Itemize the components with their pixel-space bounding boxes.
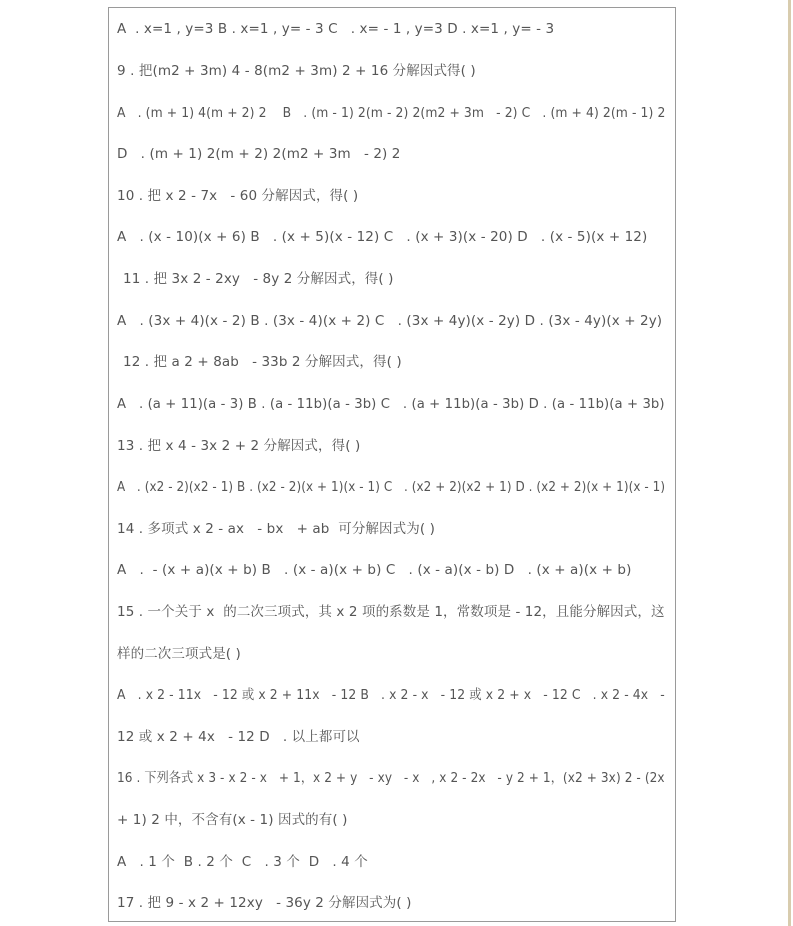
document-page (108, 7, 676, 922)
question-13-options: A . (x2 - 2)(x2 - 1) B . (x2 - 2)(x + 1)(x - 1) C . (x2 + 2)(x2 + 1) D . (x2 + 2)(x + 1)(x - 1) (117, 479, 666, 495)
question-12: 12 . 把 a 2 + 8ab - 33b 2 分解因式，得( ) (123, 354, 402, 370)
question-10-options: A . (x - 10)(x + 6) B . (x + 5)(x - 12) C . (x + 3)(x - 20) D . (x - 5)(x + 12) (117, 229, 648, 245)
question-11: 11 . 把 3x 2 - 2xy - 8y 2 分解因式，得( ) (123, 271, 394, 287)
question-15-options: A . x 2 - 11x - 12 或 x 2 + 11x - 12 B . x 2 - x - 12 或 x 2 + x - 12 C . x 2 - 4x - (117, 687, 665, 703)
text-line: A . x=1 , y=3 B . x=1 , y= - 3 C . x= - 1 , y=3 D . x=1 , y= - 3 (117, 21, 555, 37)
question-9-options-cont: D . (m + 1) 2(m + 2) 2(m2 + 3m - 2) 2 (117, 146, 401, 162)
question-16-cont: + 1) 2 中，不含有(x - 1) 因式的有( ) (117, 812, 348, 828)
question-14: 14 . 多项式 x 2 - ax - bx + ab 可分解因式为( ) (117, 521, 435, 537)
question-15-options-cont: 12 或 x 2 + 4x - 12 D . 以上都可以 (117, 729, 360, 745)
question-15-cont: 样的二次三项式是( ) (117, 646, 241, 662)
question-11-options: A . (3x + 4)(x - 2) B . (3x - 4)(x + 2) C . (3x + 4y)(x - 2y) D . (3x - 4y)(x + 2y) (117, 313, 663, 329)
question-17: 17 . 把 9 - x 2 + 12xy - 36y 2 分解因式为( ) (117, 895, 412, 911)
question-15: 15 . 一个关于 x 的二次三项式，其 x 2 项的系数是 1，常数项是 - 12，且能分解因式，这 (117, 604, 665, 620)
question-9: 9 . 把(m2 + 3m) 4 - 8(m2 + 3m) 2 + 16 分解因式得( ) (117, 63, 476, 79)
question-10: 10 . 把 x 2 - 7x - 60 分解因式，得( ) (117, 188, 359, 204)
question-16: 16 . 下列各式 x 3 - x 2 - x + 1，x 2 + y - xy - x , x 2 - 2x - y 2 + 1，(x2 + 3x) 2 - (2x (117, 770, 665, 786)
right-margin-rule (788, 0, 791, 926)
question-9-options: A . (m + 1) 4(m + 2) 2 B . (m - 1) 2(m - 2) 2(m2 + 3m - 2) C . (m + 4) 2(m - 1) 2 (117, 105, 666, 121)
question-16-options: A . 1 个 B . 2 个 C . 3 个 D . 4 个 (117, 854, 368, 870)
question-14-options: A . - (x + a)(x + b) B . (x - a)(x + b) C . (x - a)(x - b) D . (x + a)(x + b) (117, 562, 632, 578)
question-12-options: A . (a + 11)(a - 3) B . (a - 11b)(a - 3b) C . (a + 11b)(a - 3b) D . (a - 11b)(a + 3b) (117, 396, 665, 412)
question-13: 13 . 把 x 4 - 3x 2 + 2 分解因式，得( ) (117, 438, 361, 454)
